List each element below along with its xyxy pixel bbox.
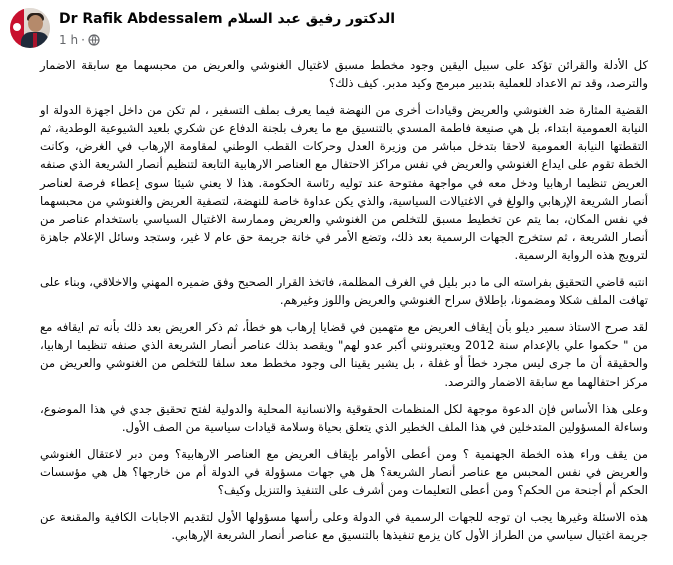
post-time[interactable]: 1 h <box>59 33 79 47</box>
meta-separator: · <box>81 33 85 47</box>
post-meta <box>59 33 100 49</box>
post-paragraph: وعلى هذا الأساس فإن الدعوة موجهة لكل المنظمات الحقوقية والانسانية المحلية والدولية لفتح تحقيق جدي في هذا الموضوع، وساءلة المسؤولين المتدخلين في هذا الملف الخطير الذي يتعلق بحياة وسلامة قيادات سياسية من الصف الأول. <box>36 401 648 434</box>
post-header <box>0 0 673 56</box>
post-paragraph: لقد صرح الاستاذ سمير ديلو بأن إيقاف العريض مع متهمين في قضايا إرهاب هو خطأ، ثم ذكر العريض بعد ذلك بأنه تم ايقافه مع من " حكموا علي بالإعدام سنة 2012 ويعتبرونني أكبر عدو لهم" ويقصد بذلك عناصر أنصار الشريعة الذي صنفه تنظيما ارهابيا، والحقيقة أن ما جرى ليس مجرد خطأ أو غفلة ، بل يشير يقينا الى وجود مخطط معد سلفا للتخلص من الغنوشي والعريض من مركز احتفالهما مع سابقة الاضمار والترصد. <box>36 320 648 389</box>
post-body <box>36 56 648 553</box>
post-paragraph: كل الأدلة والقرائن تؤكد على سبيل اليقين وجود مخطط مسبق لاغتيال الغنوشي والعريض من محبسهما مع سابقة الاضمار والترصد، وقد تم الاعداد للعملية بتدبير مبرمج وكيد مدبر. كيف ذلك؟ <box>36 58 648 91</box>
author-name[interactable]: Dr Rafik Abdessalem الدكتور رفيق عبد السلام <box>59 11 396 27</box>
post-paragraph: من يقف وراء هذه الخطة الجهنمية ؟ ومن أعطى الأوامر بإيقاف العريض مع العناصر الارهابية؟ ومن دبر لاعتقال الغنوشي والعريض في نفس المحبس مع عناصر أنصار الشريعة؟ هل هي جهات مسؤولة في الدولة أم من خارجها؟ هل هي مؤسسات الحكم أم أجنحة من الحكم؟ ومن أعطى التعليمات ومن أشرف على التنفيذ والتنزيل وكيف؟ <box>36 446 648 497</box>
globe-icon[interactable] <box>88 34 100 49</box>
post-paragraph: هذه الاسئلة وغيرها يجب ان توجه للجهات الرسمية في الدولة وعلى رأسها مسؤولها الأول لتقديم الاجابات الكافية والمقنعة عن جريمة اغتيال سياسي من الطراز الأول كان يزمع تنفيذها بالتنسيق مع عناصر أنصار الشريعة الإرهابي. <box>36 510 648 543</box>
avatar[interactable] <box>10 8 50 48</box>
post-paragraph: انتبه قاضي التحقيق بفراسته الى ما دبر بليل في الغرف المظلمة، فاتخذ القرار الصحيح وفق ضميره المهني والاخلاقي، وبناء على تهافت الملف شكلا ومضمونا، بإطلاق سراح الغنوشي والعريض واللوز وغيرهم. <box>36 275 648 308</box>
post-paragraph: القضية المثارة ضد الغنوشي والعريض وقيادات أخرى من النهضة فيما يعرف بملف التسفير ، لم تكن من داخل اجهزة الدولة او النيابة العمومية ابتداء، بل هي صنيعة فاطمة المسدي بالتنسيق مع ما يعرف بلجنة الدفاع عن شكري بلعيد الشيوعية الوطدية، ثم التقطتها النيابة العمومية لاحقا بتدخل مباشر من وزيرة العدل وحركات القطب الوطني لمقاومة الإرهاب في الغرض، وكانت الخطة تقوم على ايداع الغنوشي والعريض في نفس مراكز الاحتفال مع العناصر الارهابية التابعة لتنظيم أنصار الشريعة الذي صنفه العريض تنظيما ارهابيا ودخل معه في مواجهة مفتوحة عند توليه رئاسة الحكومة. هذا لا يعني شيئا سوى إعطاء فرصة لعناصر أنصار الشريعة الإرهابي والولغ في الاغتيالات السياسية، والذي يكن عداوة خاصة للنهضة، لتصفية العريض والغنوشي من محبسهما في نفس المكان، بما يتم عن تخطيط مسبق للتخلص من الغنوشي والعريض وممارسة الاغتيال السياسي باستخدام عناصر من أنصار الشريعة ، ثم ستخرج الجهات الرسمية بعد ذلك، وتضع الأمر في خانة جريمة حق عام لا غير، وستجد وسائل الإعلام جاهزة لترويج هذه الرواية الرسمية. <box>36 103 648 262</box>
